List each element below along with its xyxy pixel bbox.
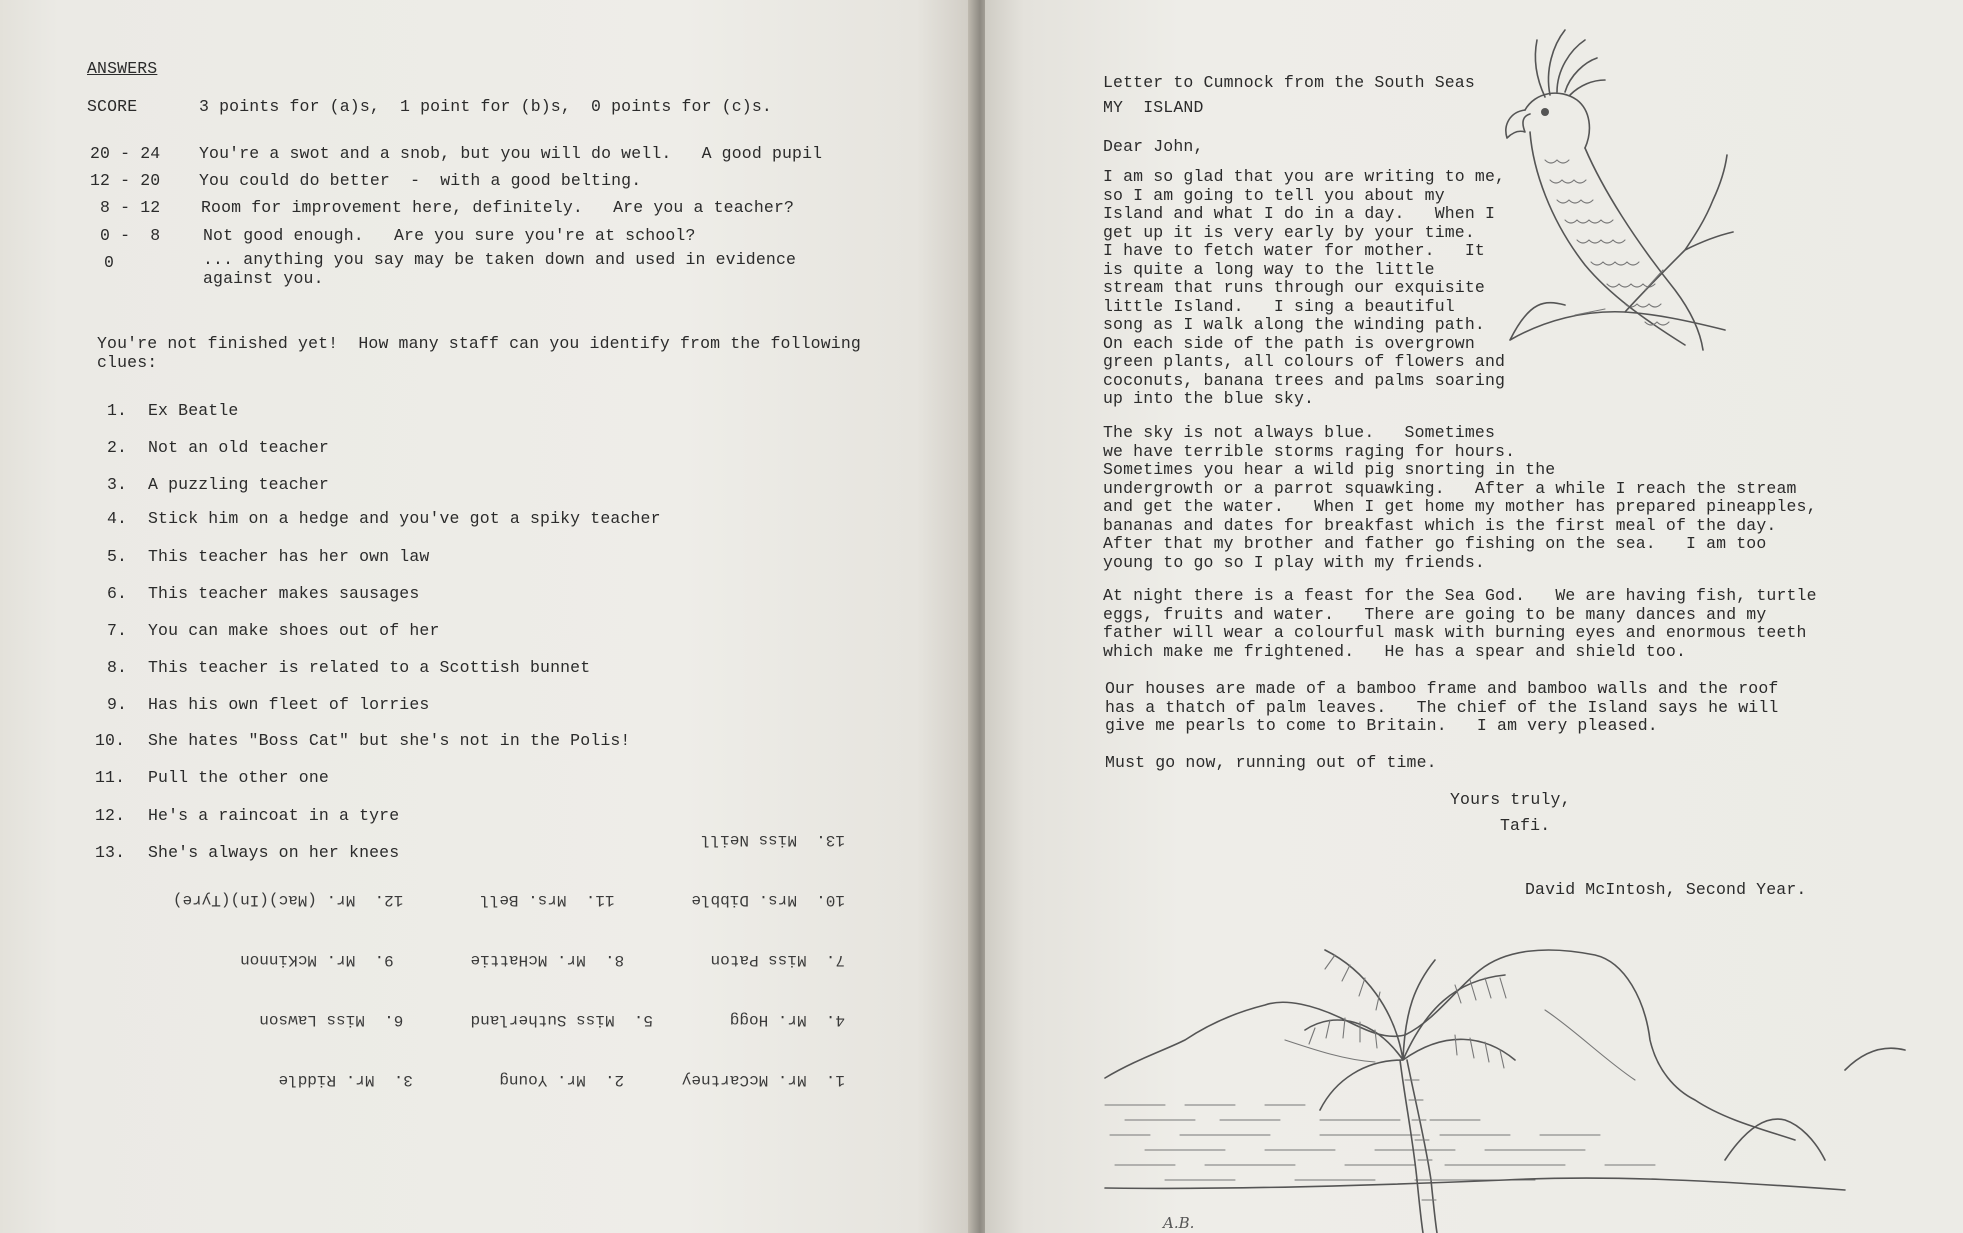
letter-closing: Yours truly, (1450, 790, 1571, 809)
right-page (985, 0, 1963, 1233)
answers-heading: ANSWERS (87, 59, 158, 78)
clue-number: 1. (107, 401, 128, 420)
answer-line: 4. Mr. Hogg 5. Miss Sutherland 6. Miss Lawson (259, 1011, 845, 1029)
left-page (0, 0, 975, 1233)
letter-paragraph: Must go now, running out of time. (1105, 753, 1437, 772)
clue-text: This teacher makes sausages (148, 584, 420, 603)
letter-author: David McIntosh, Second Year. (1525, 880, 1807, 899)
letter-paragraph: I am so glad that you are writing to me, so I am going to tell you about my Island and what I do in a day. When I get up it is very early by your time. I have to fetch water for mother. It is quite a long way to the little stream that runs through our exquisite little Island. I sing a beautiful song as I walk along the winding path. On each side of the path is overgrown green plants, all colours of flowers and coconuts, banana trees and palms soaring up into the blue sky. (1103, 167, 1506, 408)
answer-line: 7. Miss Paton 8. Mr. McHattie 9. Mr. McKinnon (240, 951, 845, 969)
letter-title: Letter to Cumnock from the South Seas (1103, 73, 1475, 92)
clue-text: This teacher is related to a Scottish bunnet (148, 658, 591, 677)
parrot-drawing (1255, 10, 1963, 450)
score-range: 12 - 20 (90, 171, 161, 190)
answer-line: 10. Mrs. Dibble 11. Mrs. Bell 12. Mr. (Mac)(In)(Tyre) (172, 891, 845, 909)
score-range: 0 - 8 (90, 226, 161, 245)
clue-number: 3. (107, 475, 128, 494)
letter-paragraph: The sky is not always blue. Sometimes we have terrible storms raging for hours. Sometimes you hear a wild pig snorting in the undergrowth or a parrot squawking. After a while I reach the stream and get the water. When I get home my mother has prepared pineapples, bananas and dates for breakfast which is the first meal of the day. After that my brother and father go fishing on the sea. I am too young to go so I play with my friends. (1103, 423, 1817, 572)
clue-number: 7. (107, 621, 128, 640)
clue-text: You can make shoes out of her (148, 621, 440, 640)
clue-text: Stick him on a hedge and you've got a spiky teacher (148, 509, 661, 528)
clue-text: Pull the other one (148, 768, 329, 787)
clue-number: 12. (95, 806, 126, 825)
score-text: You're a swot and a snob, but you will do well. A good pupil (199, 144, 823, 163)
score-rule: 3 points for (a)s, 1 point for (b)s, 0 points for (c)s. (199, 97, 772, 116)
island-drawing (1103, 925, 1963, 1233)
score-text: You could do better - with a good belting. (199, 171, 642, 190)
letter-paragraph: Our houses are made of a bamboo frame and bamboo walls and the roof has a thatch of palm leaves. The chief of the Island says he will give me pearls to come to Britain. I am very pleased. (1105, 679, 1779, 735)
clue-text: Has his own fleet of lorries (148, 695, 430, 714)
clue-text: He's a raincoat in a tyre (148, 806, 400, 825)
clue-number: 11. (95, 768, 126, 787)
score-range: 20 - 24 (90, 144, 161, 163)
clue-text: This teacher has her own law (148, 547, 430, 566)
clue-number: 9. (107, 695, 128, 714)
clue-number: 5. (107, 547, 128, 566)
clue-text: Ex Beatle (148, 401, 239, 420)
score-text: ... anything you say may be taken down and used in evidence against you. (203, 250, 797, 288)
clue-text: She's always on her knees (148, 843, 400, 862)
clue-number: 10. (95, 731, 126, 750)
clue-text: She hates "Boss Cat" but she's not in the Polis! (148, 731, 631, 750)
letter-greeting: Dear John, (1103, 137, 1204, 156)
island-initials: A.B. (1163, 1214, 1195, 1232)
clue-number: 8. (107, 658, 128, 677)
score-label: SCORE (87, 97, 138, 116)
clue-number: 6. (107, 584, 128, 603)
clues-intro: You're not finished yet! How many staff can you identify from the following clues: (97, 334, 861, 372)
clue-number: 4. (107, 509, 128, 528)
score-range: 0 (94, 253, 115, 272)
score-range: 8 - 12 (90, 198, 161, 217)
clue-number: 13. (95, 843, 126, 862)
score-text: Not good enough. Are you sure you're at school? (203, 226, 696, 245)
answer-line: 13. Miss Neill (700, 831, 845, 849)
letter-signature: Tafi. (1500, 816, 1551, 835)
clue-number: 2. (107, 438, 128, 457)
letter-subtitle: MY ISLAND (1103, 98, 1204, 117)
score-text: Room for improvement here, definitely. Are you a teacher? (201, 198, 795, 217)
clue-text: Not an old teacher (148, 438, 329, 457)
letter-paragraph: At night there is a feast for the Sea God. We are having fish, turtle eggs, fruits and water. There are going to be many dances and my father will wear a colourful mask with burning eyes and enormous teeth which make me frightened. He has a spear and shield too. (1103, 586, 1817, 661)
clue-text: A puzzling teacher (148, 475, 329, 494)
answer-line: 1. Mr. McCartney 2. Mr. Young 3. Mr. Riddle (278, 1071, 845, 1089)
